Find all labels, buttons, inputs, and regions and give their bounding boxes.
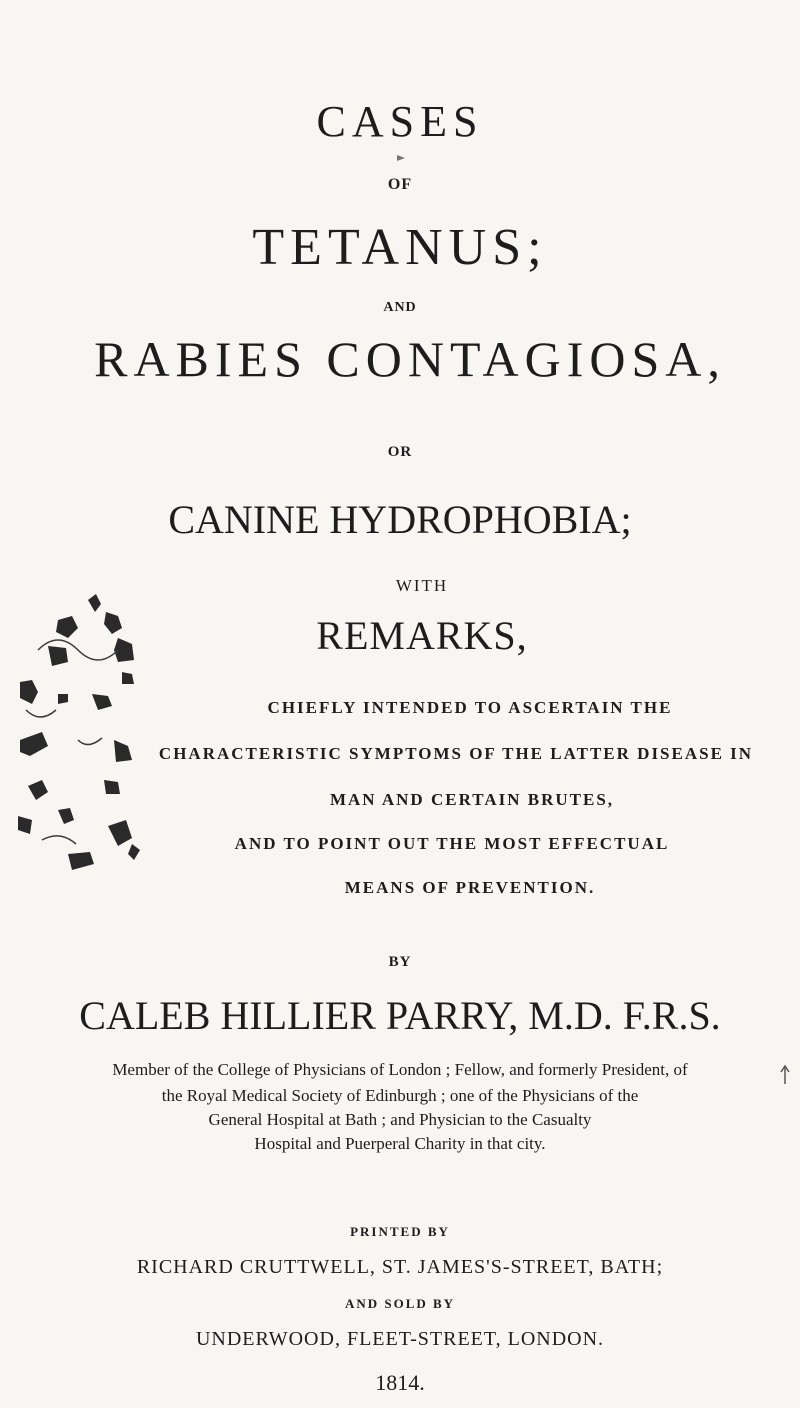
margin-mark-icon — [778, 1064, 792, 1086]
by-label: BY — [388, 954, 412, 970]
title-line-cases: CASES — [316, 97, 484, 146]
subtitle-line-5: MEANS OF PREVENTION. — [344, 878, 596, 897]
printer-mark-icon — [396, 154, 406, 162]
printed-by-label: PRINTED BY — [350, 1224, 450, 1239]
title-and: AND — [383, 300, 417, 315]
title-line-canine: CANINE HYDROPHOBIA; — [168, 497, 632, 542]
author-name: CALEB HILLIER PARRY, M.D. F.R.S. — [79, 993, 721, 1038]
title-line-rabies: RABIES CONTAGIOSA, — [94, 331, 726, 387]
publication-year: 1814. — [375, 1370, 425, 1395]
ink-stain-icon — [18, 590, 188, 880]
subtitle-line-3: MAN AND CERTAIN BRUTES, — [329, 790, 615, 809]
title-remarks: REMARKS, — [316, 613, 528, 658]
credentials-line-2: the Royal Medical Society of Edinburgh ; one of the Physicians of the — [161, 1086, 639, 1105]
subtitle-line-4: AND TO POINT OUT THE MOST EFFECTUAL — [234, 834, 670, 853]
seller-imprint: UNDERWOOD, FLEET-STREET, LONDON. — [195, 1328, 605, 1350]
title-with: WITH — [395, 576, 449, 595]
sold-by-label: AND SOLD BY — [344, 1296, 456, 1311]
subtitle-line-2: CHARACTERISTIC SYMPTOMS OF THE LATTER DISEASE IN — [158, 744, 754, 763]
title-line-tetanus: TETANUS; — [252, 219, 548, 276]
title-of: OF — [387, 176, 413, 193]
title-or: OR — [387, 444, 413, 460]
credentials-line-1: Member of the College of Physicians of London ; Fellow, and formerly President, of — [112, 1060, 688, 1079]
subtitle-line-1: CHIEFLY INTENDED TO ASCERTAIN THE — [267, 698, 673, 717]
credentials-line-3: General Hospital at Bath ; and Physician to the Casualty — [208, 1110, 592, 1129]
credentials-line-4: Hospital and Puerperal Charity in that city. — [254, 1134, 546, 1153]
printer-imprint: RICHARD CRUTTWELL, ST. JAMES'S-STREET, BATH; — [136, 1256, 664, 1278]
